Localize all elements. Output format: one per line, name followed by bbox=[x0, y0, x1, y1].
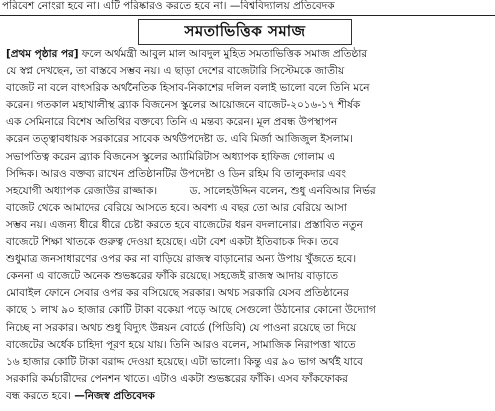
article-line-3: বাজেট না বলে বাৎসরিক অর্থনৈতিক হিসাব-নিকাশের দলিল বলাই ভালো বলে তিনি মনে bbox=[6, 82, 370, 95]
article-line-20: সরকারি কর্মচারীদের পেনশন খাতে। এটাও একটা শুভঙ্করের ফাঁকি। এসব ফাঁকফোকর bbox=[6, 372, 348, 385]
previous-article-tail: পরিবেশ নোংরা হবে না। এটি পরিষ্কারও করতে হবে না। —বিশ্ববিদ্যালয় প্রতিবেদক bbox=[2, 0, 335, 12]
article-line-9b: ড. সালেহউদ্দিন বলেন, শুধু এনবিআর নির্ভর bbox=[189, 184, 376, 197]
article-line-21-text: বন্ধ করতে হবে। bbox=[6, 389, 71, 402]
article-line-16: কাছে ১ লাখ ৯০ হাজার কোটি টাকা বকেয়া পড়ে আছে সেগুলো উঠানোর কোনো উদ্যোগ bbox=[6, 304, 376, 317]
article-headline: সমতাভিত্তিক সমাজ bbox=[138, 19, 352, 45]
article-line-5: এক সেমিনারে বিশেষ অতিথির বক্তব্যে তিনি এ মন্তব্য করেন। মূল প্রবন্ধ উপস্থাপন bbox=[6, 116, 338, 129]
article-line-10: বাজেট থেকে আমাদের বেরিয়ে আসতে হবে। অবশ্য এ বছর তো আর বেরিয়ে আসা bbox=[6, 201, 347, 214]
article-line-2: যে স্বপ্ন দেখছেন, তা বাস্তবে সম্ভব নয়। এ ছাড়া দেশের বাজেটারি সিস্টেমকে জাতীয় bbox=[6, 65, 345, 78]
article-line-4: করেন। গতকাল মহাখালীস্থ ব্র্যাক বিজনেস স্কুলের আয়োজনে বাজেট-২০১৬-১৭ শীর্ষক bbox=[6, 99, 361, 112]
article-line-7: সভাপতিত্ব করেন ব্র্যাক বিজনেস স্কুলের অ্যামিরিটাস অধ্যাপক হাফিজ গোলাম এ bbox=[6, 150, 336, 163]
article-line-1 bbox=[6, 46, 490, 63]
article-line-14: কেননা এ বাজেটে অনেক শুভঙ্করের ফাঁকি রয়েছে। সহজেই রাজস্ব আদায় বাড়াতে bbox=[6, 270, 338, 283]
article-line-11: সম্ভব নয়। এজন্য ধীরে ধীরে চেষ্টা করতে হবে বাজেটের ধরন বদলানোর। প্রস্তাবিত নতুন bbox=[6, 218, 363, 231]
article-line-9 bbox=[6, 183, 490, 200]
article-body bbox=[6, 46, 490, 405]
article-line-15: মোবাইল ফোনে সেবার ওপর কর বসিয়েছে সরকার। অথচ সরকারি যেসব প্রতিষ্ঠানের bbox=[6, 287, 349, 300]
article-line-18: বাজেটের অর্ধেক চাহিদা পূরণ হয়ে যায়। তিনি আরও বলেন, সামাজিক নিরাপত্তা খাতে bbox=[6, 338, 356, 351]
article-line-1-text: ফলে অর্থমন্ত্রী আবুল মাল আবদুল মুহিত সমতাভিত্তিক সমাজ প্রতিষ্ঠার bbox=[78, 48, 368, 60]
article-line-19: ১৬ হাজার কোটি টাকা বরাদ্দ দেওয়া হয়েছে। এটা ভালো। কিন্তু এর ৯০ ভাগ অর্থই যাবে bbox=[6, 355, 363, 368]
continuation-lead: [প্রথম পৃষ্ঠার পর] bbox=[6, 48, 79, 60]
article-line-8: সিদ্দিক। আরও বক্তব্য রাখেন প্রতিষ্ঠানটির উপদেষ্টা ও ডিন রহিম বি তালুকদার এবং bbox=[6, 167, 346, 180]
article-line-13: শুধুমাত্র জনসাধারণের ওপর কর না বাড়িয়ে রাজস্ব বাড়ানোর অন্য উপায় খুঁজতে হবে। bbox=[6, 253, 357, 266]
article-line-21 bbox=[6, 388, 490, 405]
article-line-12: বাজেটে শিক্ষা খাতকে গুরুত্ব দেওয়া হয়েছে। এটা বেশ একটা ইতিবাচক দিক। তবে bbox=[6, 236, 339, 249]
article-byline: —নিজস্ব প্রতিবেদক bbox=[74, 389, 155, 402]
article-line-9a: সহযোগী অধ্যাপক রেজাউর রাজ্জাক। bbox=[6, 184, 158, 197]
section-divider bbox=[0, 15, 495, 16]
article-line-6: করেন তত্ত্বাবধায়ক সরকারের সাবেক অর্থউপদেষ্টা ড. এবি মির্জা আজিজুল ইসলাম। bbox=[6, 133, 353, 146]
article-line-17: নিচ্ছে না সরকার। অথচ শুধু বিদ্যুৎ উন্নয়ন বোর্ডে (পিডিবি) যে পাওনা রয়েছে তা দিয়ে bbox=[6, 321, 357, 334]
